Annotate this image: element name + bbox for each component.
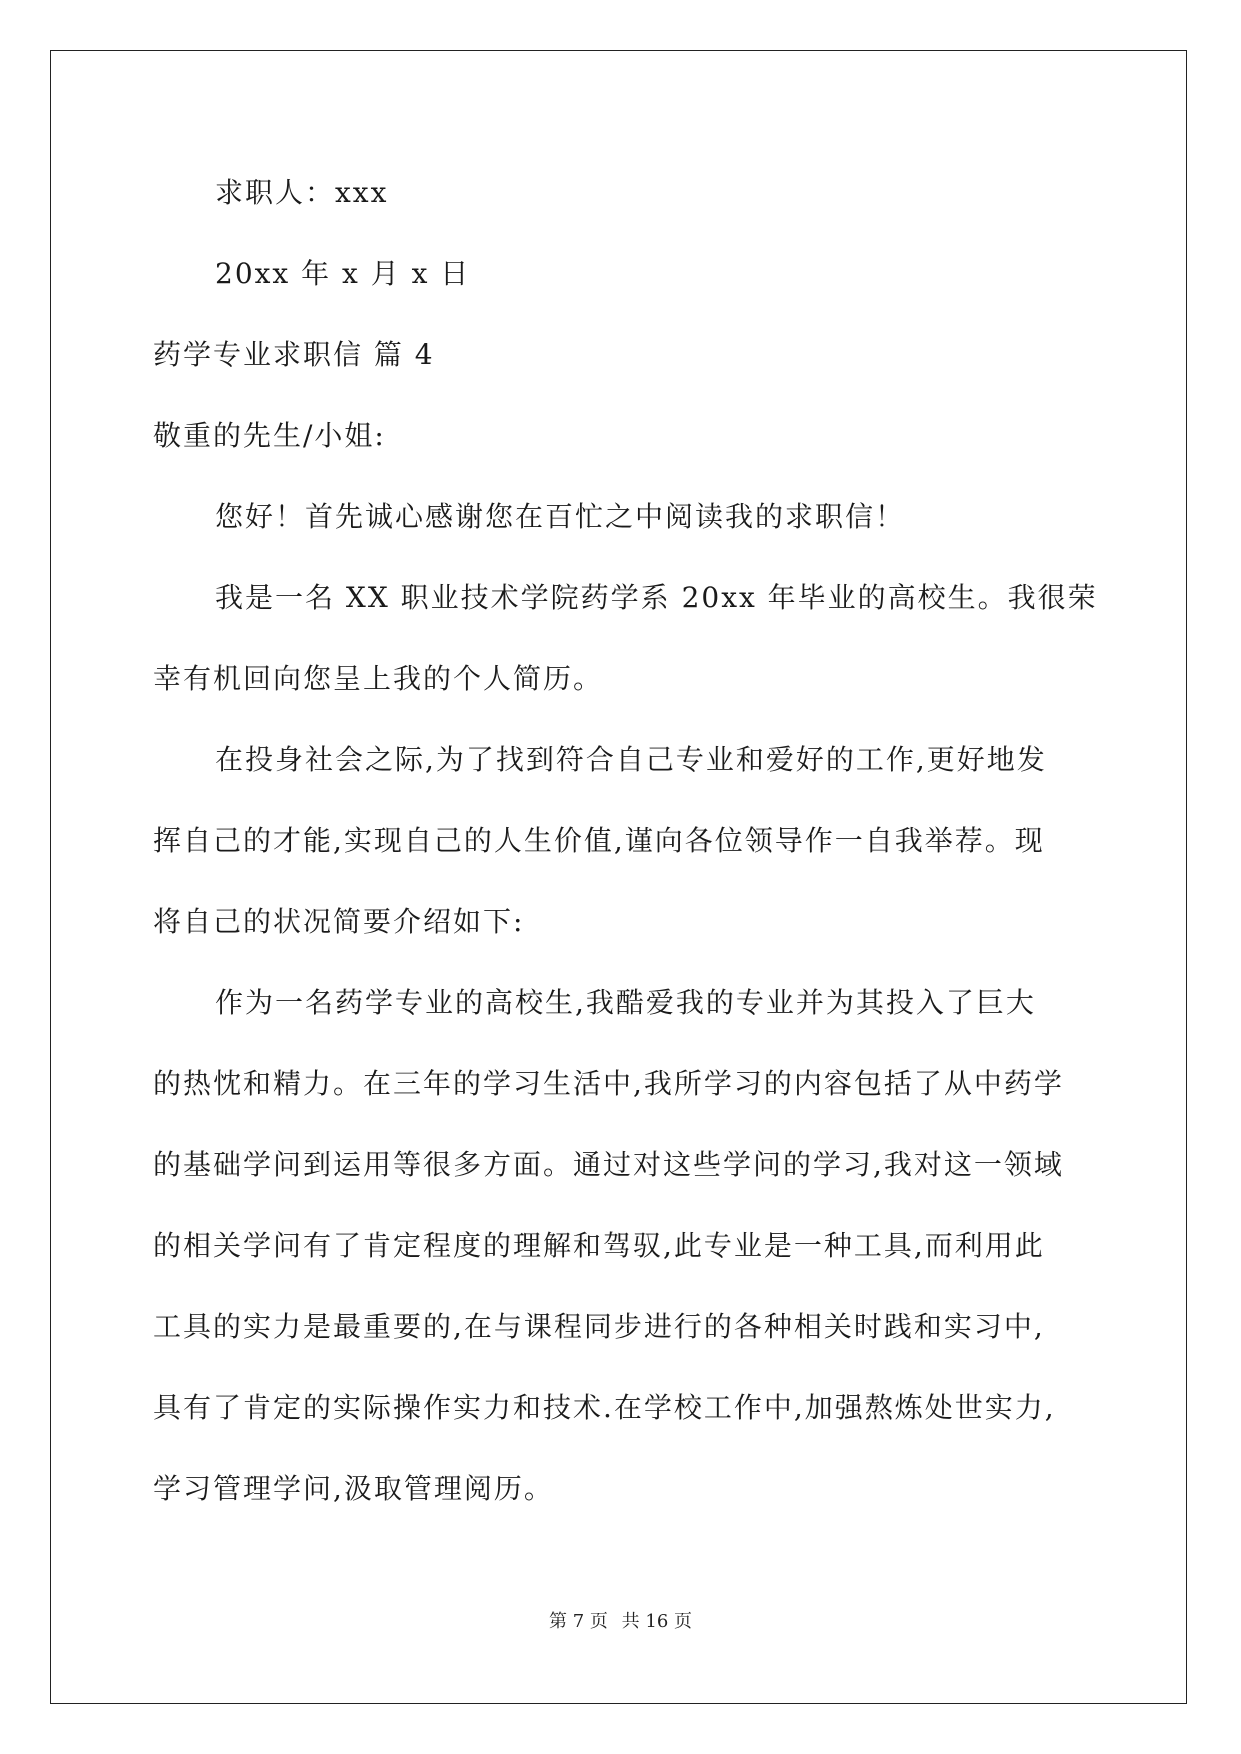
body-line: 的相关学问有了肯定程度的理解和驾驭,此专业是一种工具,而利用此	[153, 1229, 1045, 1262]
page-number: 第 7 页	[549, 1611, 608, 1632]
body-line: 在投身社会之际,为了找到符合自己专业和爱好的工作,更好地发	[215, 743, 1047, 776]
body-line: 工具的实力是最重要的,在与课程同步进行的各种相关时践和实习中,	[153, 1310, 1045, 1343]
body-line: 学习管理学问,汲取管理阅历。	[153, 1472, 554, 1505]
page-total: 共 16 页	[621, 1611, 692, 1632]
salutation: 敬重的先生/小姐:	[153, 419, 386, 452]
body-line: 您好！首先诚心感谢您在百忙之中阅读我的求职信！	[215, 500, 906, 533]
body-line: 作为一名药学专业的高校生,我酷爱我的专业并为其投入了巨大	[215, 986, 1036, 1019]
date-line: 20xx 年 x 月 x 日	[215, 257, 471, 290]
page-footer	[0, 1610, 1241, 1634]
body-line: 我是一名 XX 职业技术学院药学系 20xx 年毕业的高校生。我很荣	[215, 581, 1098, 614]
page-border	[50, 50, 1187, 1704]
section-heading: 药学专业求职信 篇 4	[153, 338, 435, 371]
body-line: 幸有机回向您呈上我的个人简历。	[153, 662, 604, 695]
signature-line: 求职人：xxx	[215, 176, 389, 209]
body-line: 具有了肯定的实际操作实力和技术.在学校工作中,加强熬炼处世实力,	[153, 1391, 1056, 1424]
body-line: 将自己的状况简要介绍如下:	[153, 905, 525, 938]
body-line: 的热忱和精力。在三年的学习生活中,我所学习的内容包括了从中药学	[153, 1067, 1064, 1100]
body-line: 的基础学问到运用等很多方面。通过对这些学问的学习,我对这一领域	[153, 1148, 1064, 1181]
body-line: 挥自己的才能,实现自己的人生价值,谨向各位领导作一自我举荐。现	[153, 824, 1045, 857]
